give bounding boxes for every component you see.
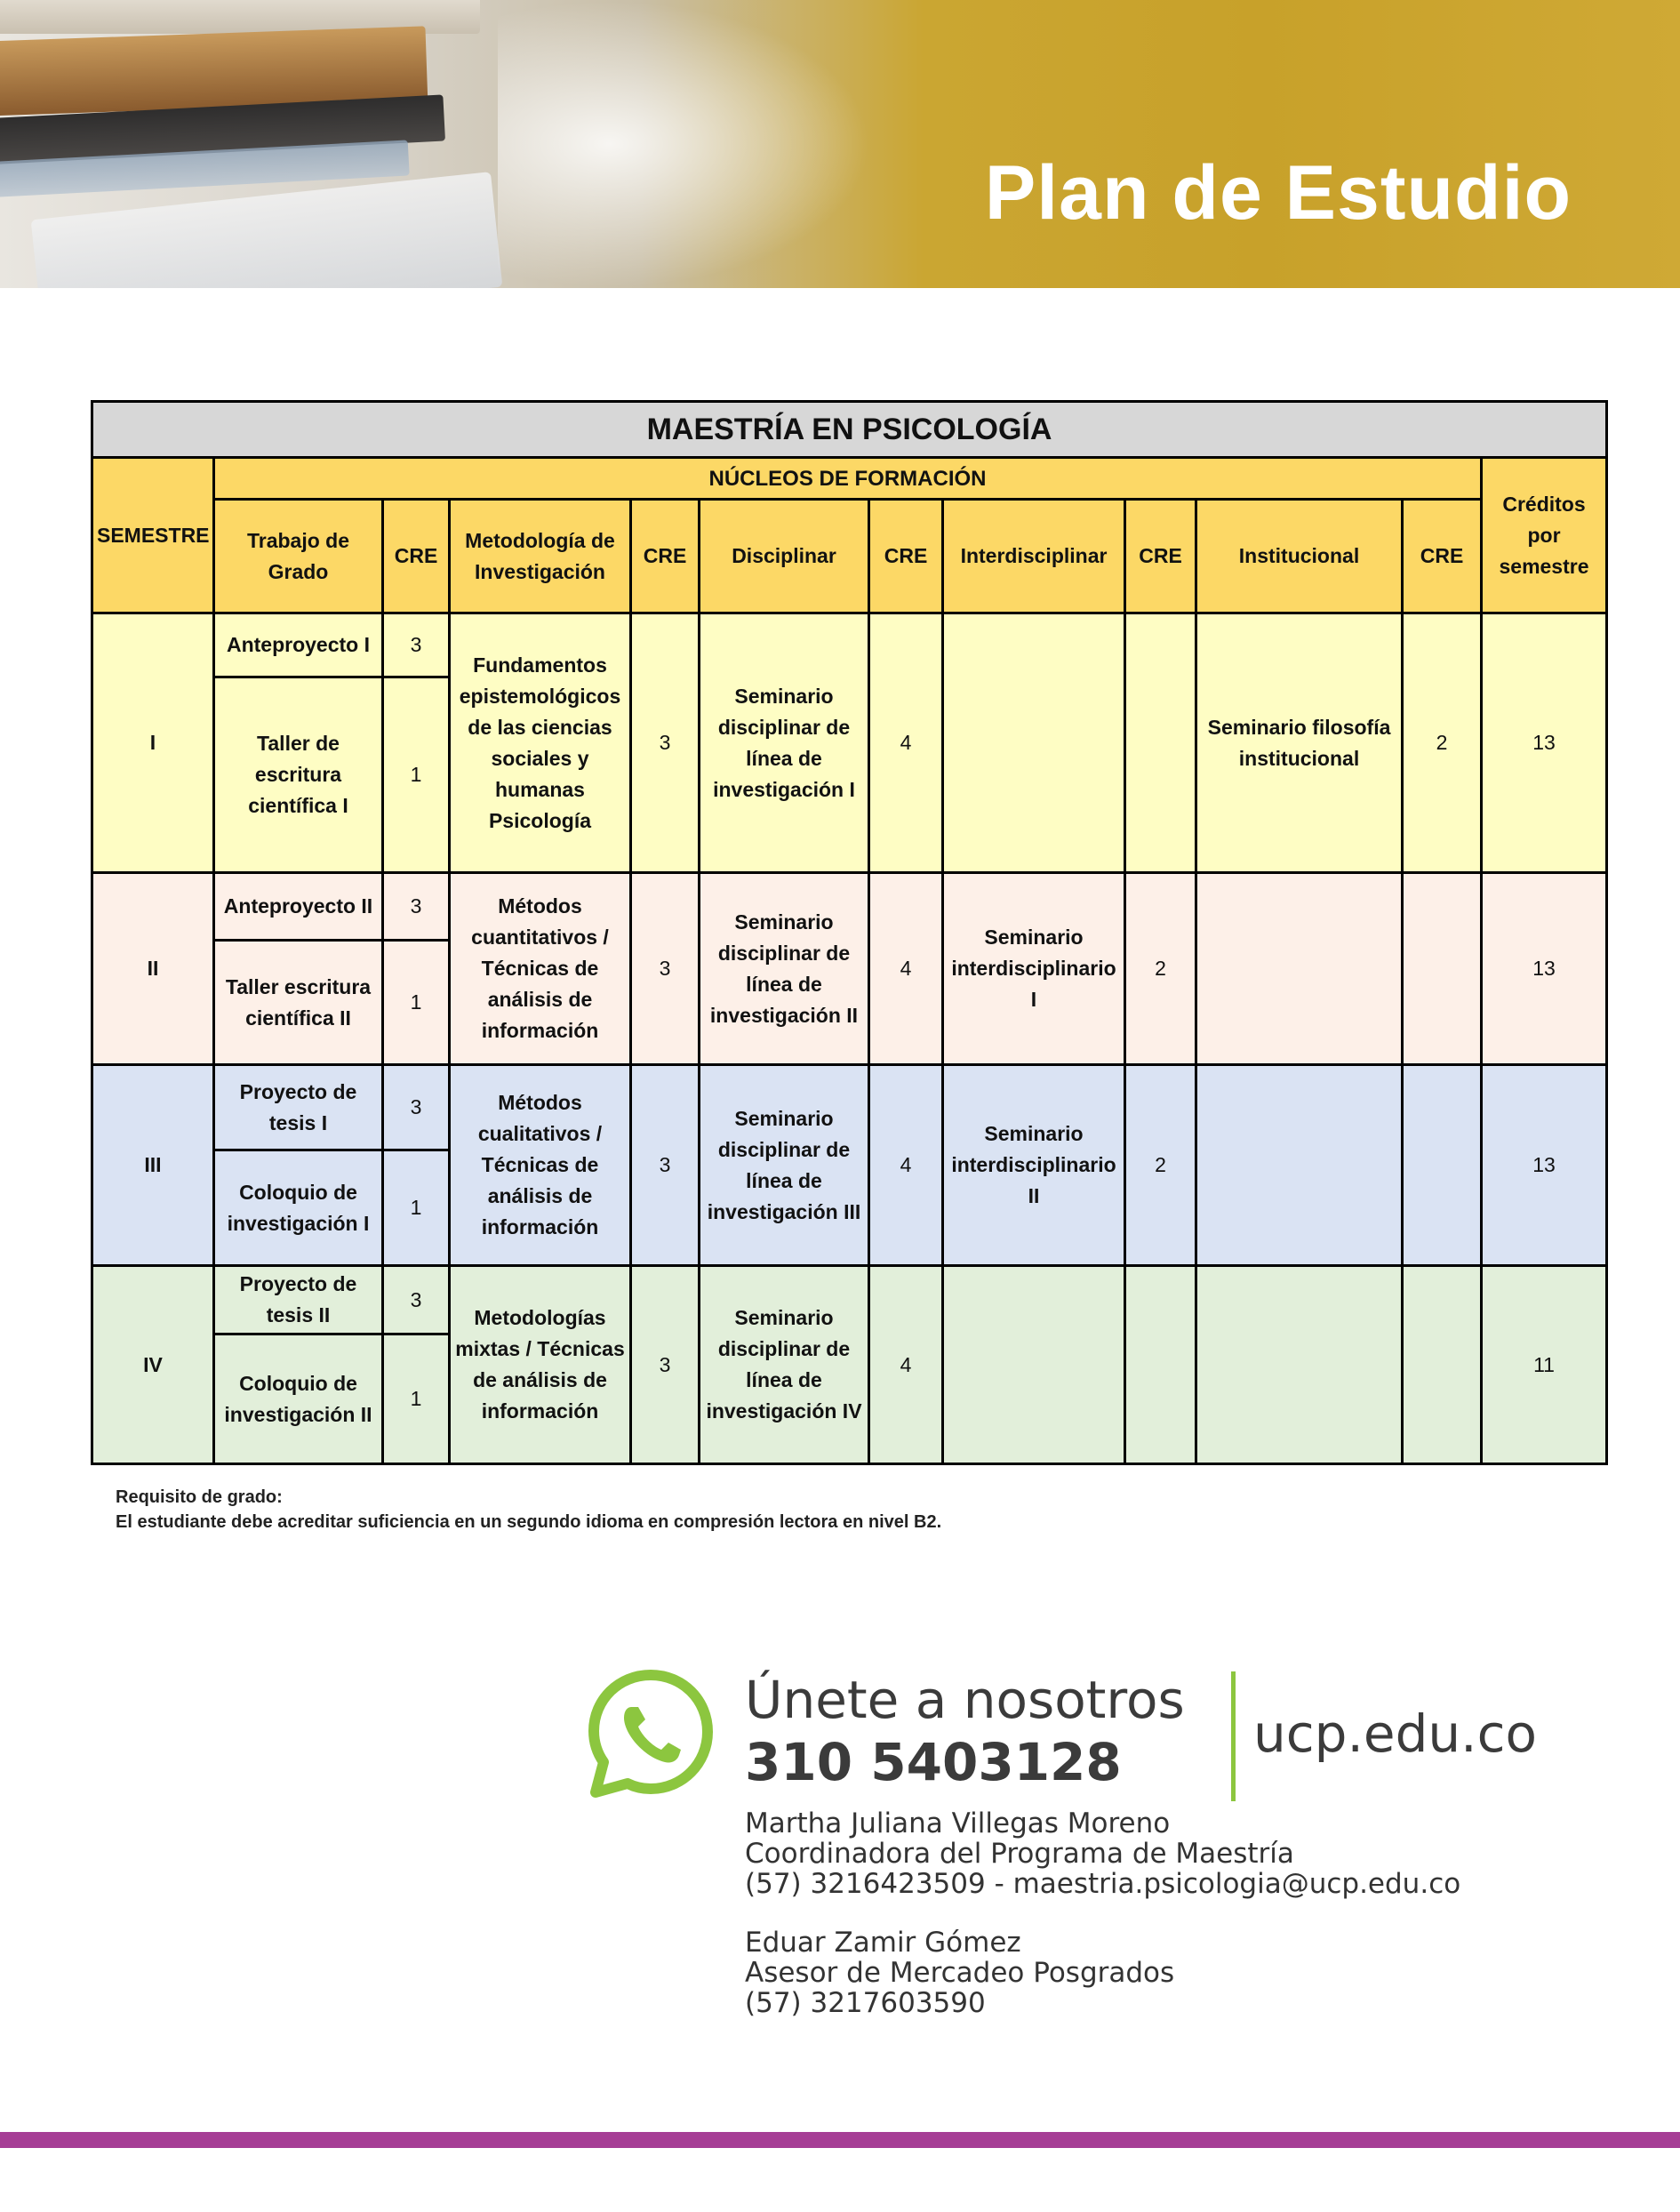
cre-cell: 3: [383, 1065, 450, 1150]
cre-cell: 3: [631, 1266, 700, 1464]
header-cre: CRE: [383, 500, 450, 613]
trabajo-cell: Coloquio de investigación I: [214, 1150, 383, 1266]
cre-cell: 2: [1125, 1065, 1196, 1266]
contact-person1-details[interactable]: (57) 3216423509 - maestria.psicologia@ucp.edu.co: [745, 1868, 1461, 1900]
degree-requirement-note: [116, 1485, 941, 1535]
header-creditos: Créditos por semestre: [1482, 458, 1607, 613]
cre-cell: 2: [1403, 613, 1482, 873]
cre-cell: 3: [631, 1065, 700, 1266]
website-link[interactable]: ucp.edu.co: [1253, 1703, 1537, 1764]
cre-cell: [1403, 1266, 1482, 1464]
header-disciplinar: Disciplinar: [700, 500, 869, 613]
header-cre: CRE: [1125, 500, 1196, 613]
trabajo-cell: Proyecto de tesis II: [214, 1266, 383, 1334]
contact-person1-name: Martha Juliana Villegas Moreno: [745, 1807, 1171, 1839]
institucional-cell: [1196, 1266, 1403, 1464]
metodologia-cell: Fundamentos epistemológicos de las ciencias sociales y humanas Psicología: [450, 613, 631, 873]
metodologia-cell: Métodos cualitativos / Técnicas de análisis de información: [450, 1065, 631, 1266]
table-row: [92, 873, 1607, 941]
cre-cell: 1: [383, 677, 450, 873]
trabajo-cell: Anteproyecto II: [214, 873, 383, 941]
header-semestre: SEMESTRE: [92, 458, 214, 613]
cre-cell: [1403, 873, 1482, 1065]
whatsapp-phone: 310 5403128: [745, 1732, 1122, 1792]
table-row: [92, 613, 1607, 677]
cre-cell: 3: [383, 613, 450, 677]
cre-cell: 4: [869, 1266, 943, 1464]
cre-cell: 1: [383, 941, 450, 1065]
header-cre: CRE: [869, 500, 943, 613]
study-plan-table: [91, 400, 1608, 1465]
metodologia-cell: Metodologías mixtas / Técnicas de análisis de información: [450, 1266, 631, 1464]
trabajo-cell: Taller de escritura científica I: [214, 677, 383, 873]
cre-cell: 3: [631, 873, 700, 1065]
institucional-cell: [1196, 1065, 1403, 1266]
divider: [1231, 1671, 1236, 1801]
creditos-cell: 13: [1482, 613, 1607, 873]
page-title: Plan de Estudio: [984, 150, 1572, 236]
interdisciplinar-cell: Seminario interdisciplinario II: [943, 1065, 1125, 1266]
creditos-cell: 11: [1482, 1266, 1607, 1464]
disciplinar-cell: Seminario disciplinar de línea de investigación III: [700, 1065, 869, 1266]
cre-cell: 1: [383, 1334, 450, 1464]
disciplinar-cell: Seminario disciplinar de línea de investigación IV: [700, 1266, 869, 1464]
cre-cell: 4: [869, 873, 943, 1065]
cre-cell: 4: [869, 1065, 943, 1266]
join-us-text: Únete a nosotros: [745, 1670, 1185, 1730]
header-metodologia: Metodología de Investigación: [450, 500, 631, 613]
whatsapp-icon: [587, 1668, 715, 1801]
note-text: El estudiante debe acreditar suficiencia en un segundo idioma en compresión lectora en nivel B2.: [116, 1512, 942, 1532]
table-row: [92, 1065, 1607, 1150]
cre-cell: 3: [383, 1266, 450, 1334]
institucional-cell: [1196, 873, 1403, 1065]
interdisciplinar-cell: Seminario interdisciplinario I: [943, 873, 1125, 1065]
cre-cell: 4: [869, 613, 943, 873]
disciplinar-cell: Seminario disciplinar de línea de investigación II: [700, 873, 869, 1065]
cre-cell: 2: [1125, 873, 1196, 1065]
cre-cell: [1403, 1065, 1482, 1266]
header-cre: CRE: [1403, 500, 1482, 613]
cre-cell: 1: [383, 1150, 450, 1266]
interdisciplinar-cell: [943, 1266, 1125, 1464]
trabajo-cell: Anteproyecto I: [214, 613, 383, 677]
metodologia-cell: Métodos cuantitativos / Técnicas de análisis de información: [450, 873, 631, 1065]
cre-cell: [1125, 613, 1196, 873]
header-institucional: Institucional: [1196, 500, 1403, 613]
contact-person2-role: Asesor de Mercadeo Posgrados: [745, 1957, 1175, 1989]
trabajo-cell: Proyecto de tesis I: [214, 1065, 383, 1150]
cre-cell: 3: [383, 873, 450, 941]
table-title: MAESTRÍA EN PSICOLOGÍA: [92, 402, 1607, 458]
footer-bar: [0, 2132, 1680, 2148]
cre-cell: [1125, 1266, 1196, 1464]
semestre-cell: IV: [92, 1266, 214, 1464]
table-row: [92, 1266, 1607, 1334]
contact-person2-details: (57) 3217603590: [745, 1987, 986, 2019]
creditos-cell: 13: [1482, 873, 1607, 1065]
header-cre: CRE: [631, 500, 700, 613]
semestre-cell: II: [92, 873, 214, 1065]
interdisciplinar-cell: [943, 613, 1125, 873]
note-label: Requisito de grado:: [116, 1487, 283, 1507]
header-nucleos: NÚCLEOS DE FORMACIÓN: [214, 458, 1482, 500]
header-banner: [0, 0, 1680, 288]
semestre-cell: III: [92, 1065, 214, 1266]
header-interdisciplinar: Interdisciplinar: [943, 500, 1125, 613]
trabajo-cell: Taller escritura científica II: [214, 941, 383, 1065]
contact-person2-name: Eduar Zamir Gómez: [745, 1927, 1021, 1959]
creditos-cell: 13: [1482, 1065, 1607, 1266]
header-trabajo: Trabajo de Grado: [214, 500, 383, 613]
semestre-cell: I: [92, 613, 214, 873]
trabajo-cell: Coloquio de investigación II: [214, 1334, 383, 1464]
contact-person1-role: Coordinadora del Programa de Maestría: [745, 1838, 1294, 1870]
institucional-cell: Seminario filosofía institucional: [1196, 613, 1403, 873]
disciplinar-cell: Seminario disciplinar de línea de investigación I: [700, 613, 869, 873]
cre-cell: 3: [631, 613, 700, 873]
